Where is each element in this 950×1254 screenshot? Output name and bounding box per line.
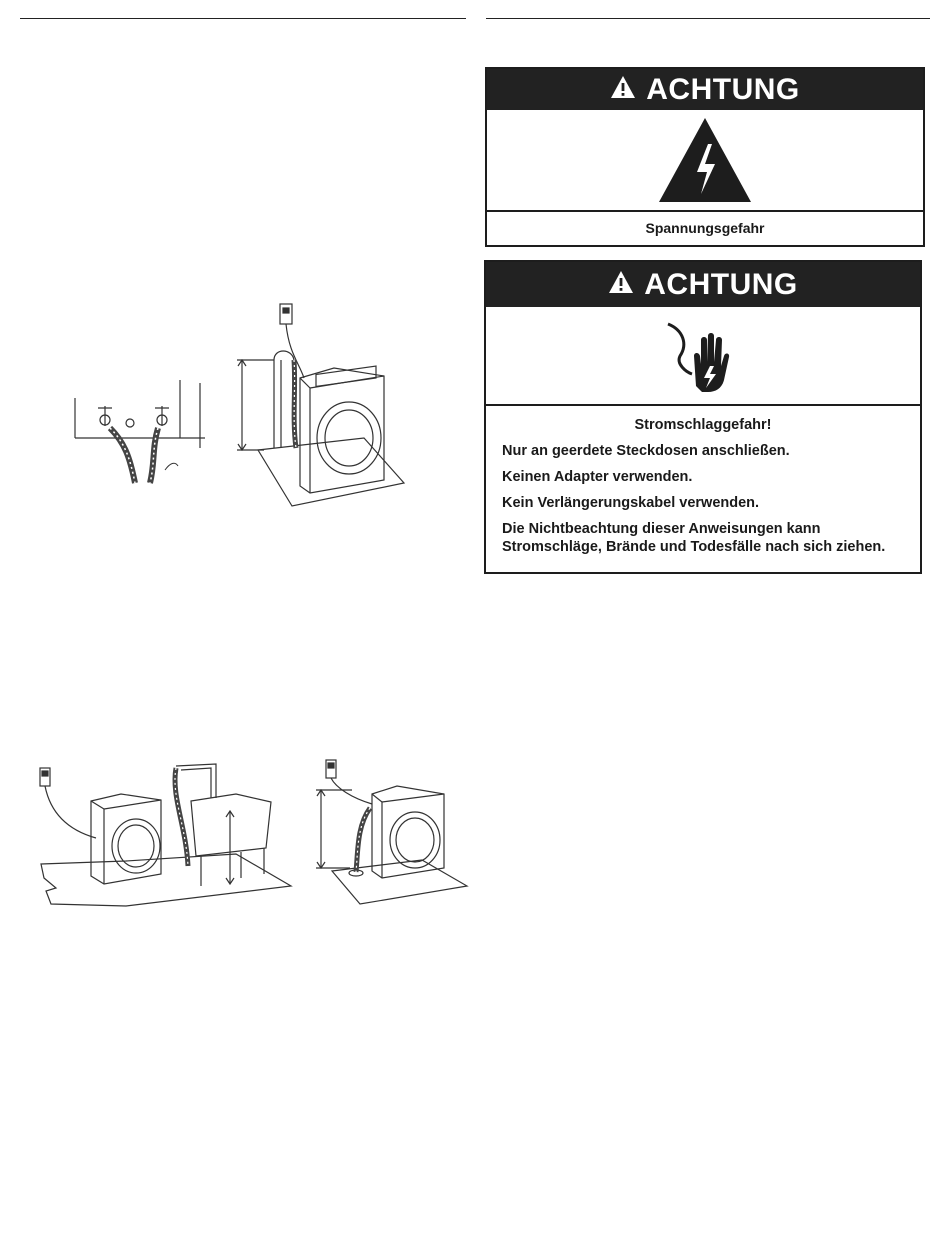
- warning-caption: Spannungsgefahr: [645, 220, 765, 236]
- washer-laundry-tub-illustration: [36, 756, 298, 916]
- warning-header: [486, 262, 920, 307]
- warning-heading: ACHTUNG: [644, 267, 798, 301]
- header-rule-left: [20, 18, 466, 19]
- water-faucets-hoses-illustration: [70, 378, 210, 493]
- warning-line: Kein Verlängerungskabel verwenden.: [502, 495, 760, 511]
- washer-floor-drain-illustration: [312, 756, 472, 906]
- washer-floor-drain-icon: [312, 756, 472, 906]
- warning-box-shock: [484, 260, 922, 574]
- warning-triangle-icon: [608, 268, 634, 302]
- warning-title: Stromschlaggefahr!: [634, 417, 772, 433]
- header-rule-right: [486, 18, 930, 19]
- warning-line: Keinen Adapter verwenden.: [502, 469, 693, 485]
- warning-box-voltage: [485, 67, 925, 247]
- washer-laundry-tub-drain-icon: [36, 756, 298, 916]
- washer-standpipe-drain-icon: [234, 298, 410, 513]
- warning-heading: ACHTUNG: [646, 72, 800, 106]
- warning-header: [487, 69, 923, 110]
- warning-triangle-icon: [610, 73, 636, 107]
- warning-line: Nur an geerdete Steckdosen anschließen.: [502, 443, 790, 459]
- washer-standpipe-illustration: [234, 298, 410, 513]
- warning-icon-area: [486, 307, 920, 406]
- high-voltage-triangle-icon: [655, 114, 755, 206]
- warning-body: [486, 406, 920, 556]
- water-faucets-hoses-icon: [70, 378, 210, 493]
- warning-line: Die Nichtbeachtung dieser Anweisungen kann Stromschläge, Brände und Todesfälle nach sich ziehen.: [502, 521, 886, 555]
- warning-icon-area: [487, 110, 923, 212]
- electric-shock-hand-icon: [658, 316, 748, 396]
